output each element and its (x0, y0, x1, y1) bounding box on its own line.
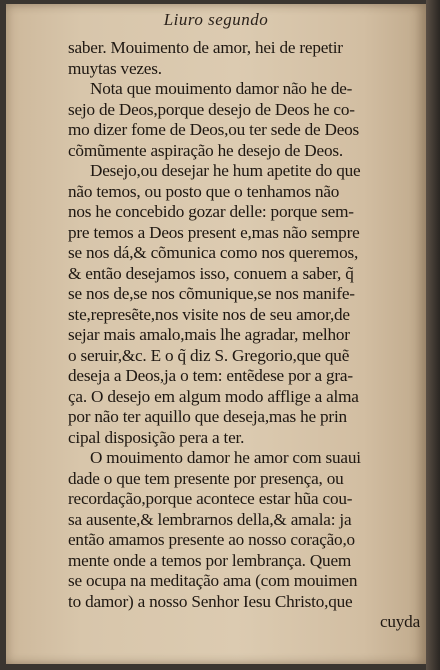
text-line: sa ausente,& lembrarnos della,& amala: ja (68, 509, 352, 529)
text-line: dade o que tem presente por presença, ou (68, 468, 344, 488)
book-page (6, 4, 426, 664)
text-line: sejo de Deos,porque desejo de Deos he co- (68, 99, 355, 119)
text-line: saber. Mouimento de amor, hei de repetir (68, 38, 343, 57)
text-line: mo dizer fome de Deos,ou ter sede de Deos (68, 120, 360, 139)
text-line: ste,represẽte,nos visite nos de seu amor,de (68, 304, 350, 324)
text-line: se ocupa na meditação ama (com mouimen (68, 571, 358, 590)
text-line: não temos, ou posto que o tenhamos não (68, 181, 340, 201)
text-line: cuyda (379, 612, 420, 631)
text-line: então amamos presente ao nosso coração,o (68, 530, 355, 549)
text-line: mente onde a temos por lembrança. Quem (68, 550, 352, 570)
text-line: se nos de,se nos cõmunique,se nos manife- (68, 284, 355, 303)
text-line: ça. O desejo em algum modo afflige a alma (68, 386, 359, 406)
text-line: O mouimento damor he amor com suaui (90, 448, 361, 467)
text-line: Desejo,ou desejar he hum apetite do que (90, 161, 361, 180)
body-text (68, 38, 420, 633)
text-line: cõmũmente aspiração he desejo de Deos. (68, 140, 343, 160)
text-line: sejar mais amalo,mais lhe agradar, melhor (68, 325, 350, 344)
text-line: to damor) a nosso Senhor Iesu Christo,que (68, 591, 353, 611)
text-line: muytas vezes. (68, 58, 162, 78)
text-line: pre temos a Deos present e,mas não sempre (68, 222, 360, 242)
text-line: se nos dá,& cõmunica como nos queremos, (68, 243, 359, 262)
text-line: nos he concebido gozar delle: porque sem- (68, 202, 354, 221)
running-header: Liuro segundo (163, 10, 269, 29)
text-line: & então desejamos isso, conuem a saber, q̃ (68, 263, 354, 283)
text-line: o seruir,&c. E o q̃ diz S. Gregorio,que quẽ (68, 345, 350, 365)
text-line: por não ter aquillo que deseja,mas he prin (68, 407, 347, 426)
text-line: cipal disposição pera a ter. (68, 427, 245, 447)
text-line: deseja a Deos,ja o tem: entẽdese por a gra- (68, 366, 353, 385)
text-line: Nota que mouimento damor não he de- (90, 79, 353, 98)
book-edge (426, 0, 440, 670)
text-line: recordação,porque acontece estar hũa cou- (68, 489, 353, 508)
